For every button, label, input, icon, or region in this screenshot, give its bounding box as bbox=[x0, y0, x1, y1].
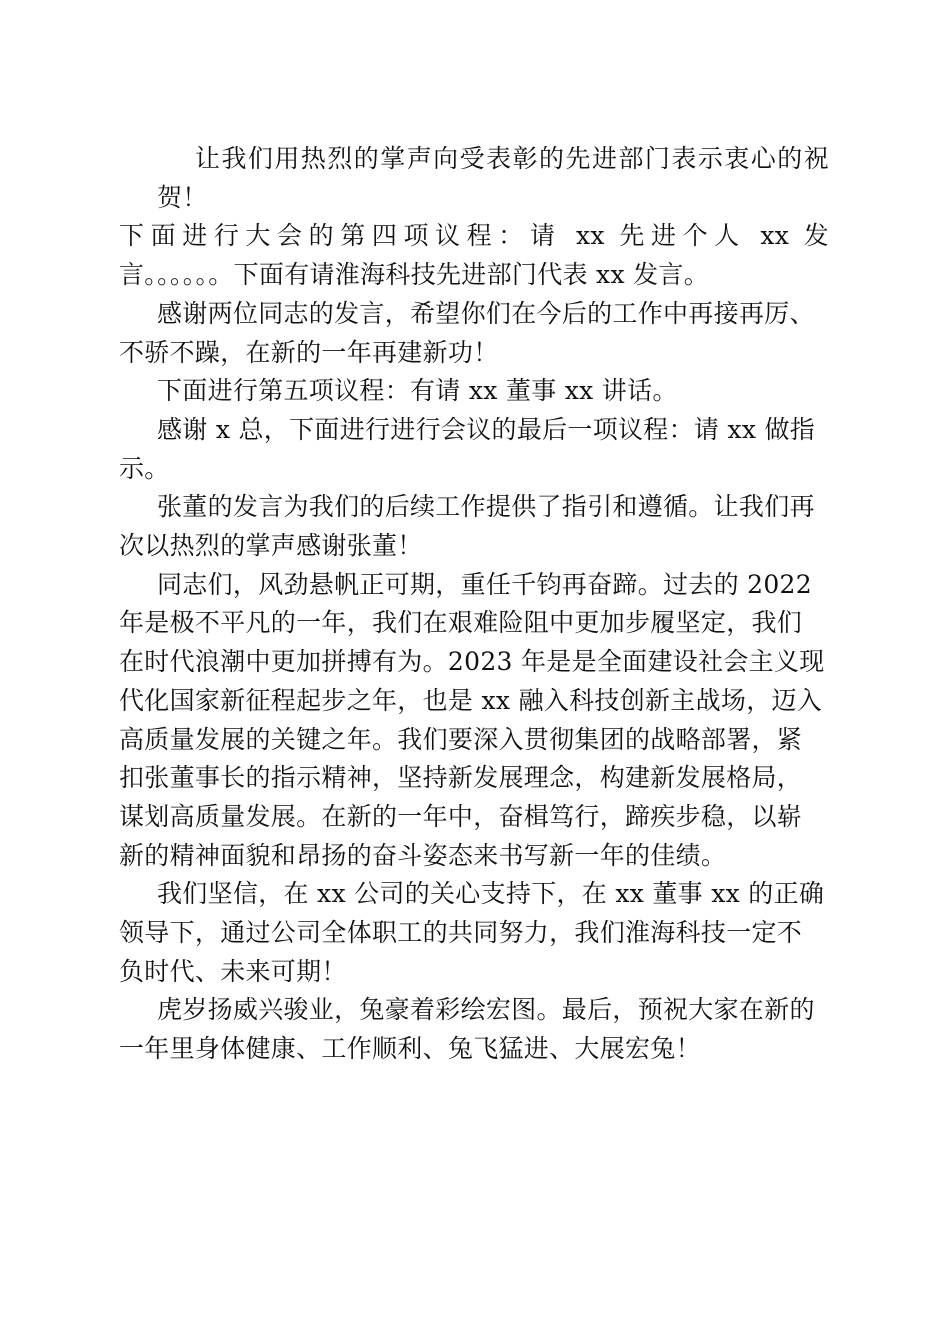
text-line: 新的精神面貌和昂扬的奋斗姿态来书写新一年的佳绩。 bbox=[119, 840, 727, 870]
paragraph-7 bbox=[119, 566, 829, 876]
text-line: 谋划高质量发展。在新的一年中，奋楫笃行，蹄疾步稳，以崭 bbox=[119, 801, 803, 831]
text-line: 负时代、未来可期！ bbox=[119, 956, 347, 986]
text-line: 张董的发言为我们的后续工作提供了指引和遵循。让我们再 bbox=[157, 492, 815, 522]
text-line: 言。。。。。。下面有请淮海科技先进部门代表 xx 发言。 bbox=[119, 260, 709, 290]
text-line: 让我们用热烈的掌声向受表彰的先进部门表示衷心的祝贺！ bbox=[157, 144, 829, 212]
text-line: 虎岁扬威兴骏业，兔豪着彩绘宏图。最后，预祝大家在新的 bbox=[157, 995, 815, 1025]
text-line: 下面进行第五项议程：有请 xx 董事 xx 讲话。 bbox=[157, 376, 678, 406]
document-page bbox=[119, 140, 829, 1069]
text-line: 示。 bbox=[119, 453, 170, 483]
text-line: 年是极不平凡的一年，我们在艰难险阻中更加步履坚定，我们 bbox=[119, 608, 803, 638]
text-line: 高质量发展的关键之年。我们要深入贯彻集团的战略部署，紧 bbox=[119, 724, 803, 754]
paragraph-3 bbox=[119, 295, 829, 372]
text-line: 扣张董事长的指示精神，坚持新发展理念，构建新发展格局， bbox=[119, 763, 803, 793]
text-line: 感谢两位同志的发言，希望你们在今后的工作中再接再厉、 bbox=[157, 298, 815, 328]
paragraph-4 bbox=[119, 372, 829, 411]
paragraph-2 bbox=[119, 217, 829, 294]
text-line: 代化国家新征程起步之年，也是 xx 融入科技创新主战场，迈入 bbox=[119, 685, 823, 715]
paragraph-6 bbox=[119, 488, 829, 565]
text-line: 在时代浪潮中更加拼搏有为。2023 年是是全面建设社会主义现 bbox=[119, 647, 825, 677]
paragraph-5 bbox=[119, 411, 829, 488]
text-line: 不骄不躁，在新的一年再建新功！ bbox=[119, 337, 499, 367]
paragraph-8 bbox=[119, 875, 829, 991]
text-line: 我们坚信，在 xx 公司的关心支持下，在 xx 董事 xx 的正确 bbox=[157, 879, 825, 909]
text-line: 下面进行大会的第四项议程：请 xx 先进个人 xx 发 bbox=[119, 221, 829, 251]
text-line: 次以热烈的掌声感谢张董！ bbox=[119, 531, 423, 561]
text-line: 领导下，通过公司全体职工的共同努力，我们淮海科技一定不 bbox=[119, 918, 803, 948]
text-line: 一年里身体健康、工作顺利、兔飞猛进、大展宏兔！ bbox=[119, 1034, 701, 1064]
text-line: 同志们，风劲悬帆正可期，重任千钧再奋蹄。过去的 2022 bbox=[157, 569, 812, 599]
paragraph-9 bbox=[119, 991, 829, 1068]
text-line: 感谢 x 总，下面进行进行会议的最后一项议程：请 xx 做指 bbox=[157, 414, 816, 444]
paragraph-1 bbox=[119, 140, 829, 217]
